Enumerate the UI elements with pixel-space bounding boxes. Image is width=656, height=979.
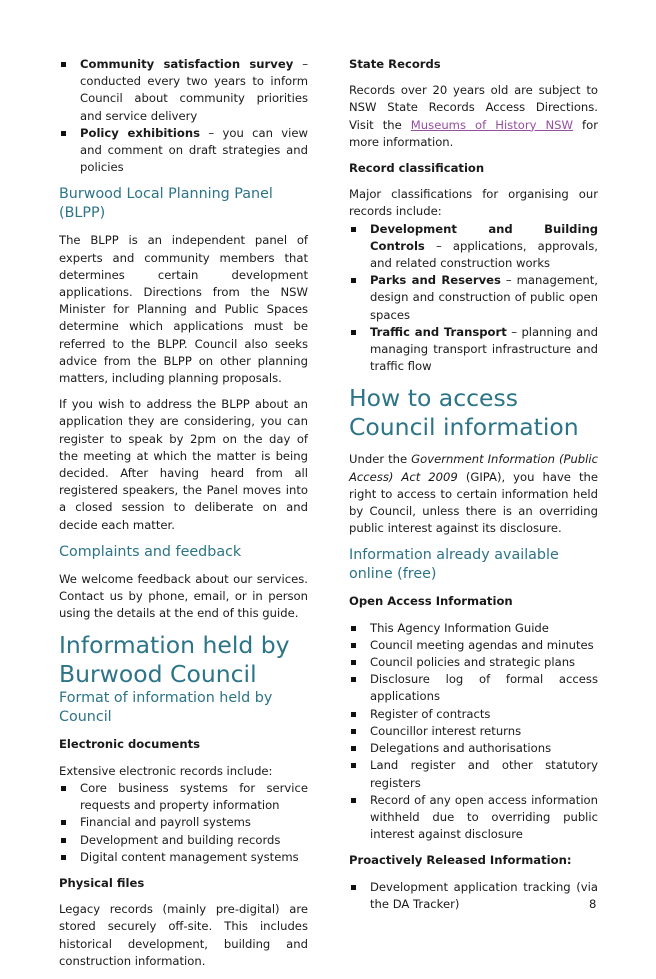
state-records-paragraph: Records over 20 years old are subject to NSW State Records Access Directions. Visit the Museums of History NSW for more information. <box>349 83 598 149</box>
blpp-heading: Burwood Local Planning Panel (BLPP) <box>59 186 273 222</box>
list-item: Development application tracking (via the DA Tracker) <box>349 879 598 913</box>
gipa-act-title: Government Information (Public Access) Act 2009 <box>349 452 598 484</box>
format-heading: Format of information held by Council <box>59 690 273 726</box>
complaints-paragraph: We welcome feedback about our services. Contact us by phone, email, or in person using the details at the end of this guide. <box>59 571 308 621</box>
museums-of-history-link[interactable]: Museums of History NSW <box>410 117 574 132</box>
info-held-heading: Information held by Burwood Council <box>59 631 290 689</box>
online-info-heading: Information already available online (free) <box>349 547 559 583</box>
list-item: Traffic and Transport – planning and managing transport infrastructure and traffic flow <box>349 324 598 376</box>
page-number: 8 <box>589 897 597 911</box>
access-paragraph: Under the Government Information (Public Access) Act 2009 (GIPA), you have the right to access to certain information held by Council, unless there is an overriding public interest against its disclosure. <box>349 452 598 536</box>
list-item: Delegations and authorisations <box>349 740 598 757</box>
state-records-heading: State Records <box>349 57 441 71</box>
list-item: Development and Building Controls – applications, approvals, and related construction works <box>349 221 598 273</box>
open-access-heading: Open Access Information <box>349 594 513 609</box>
blpp-paragraph-2: If you wish to address the BLPP about an application they are considering, you can register to speak by 2pm on the day of the meeting at which the matter is being decided. After having heard from all registered speakers, the Panel moves into a closed session to deliberate on and decide each matter. <box>59 397 308 532</box>
list-item: Disclosure log of formal access applications <box>349 671 598 705</box>
classification-heading: Record classification <box>349 161 485 176</box>
right-column <box>349 56 598 922</box>
list-item: Councillor interest returns <box>349 723 598 740</box>
list-item: Development and building records <box>59 832 308 849</box>
list-item: Financial and payroll systems <box>59 814 308 831</box>
list-item: Parks and Reserves – management, design and construction of public open spaces <box>349 272 598 324</box>
blpp-paragraph-1: The BLPP is an independent panel of experts and community members that determines certain development applications. Directions from the NSW Minister for Planning and Public Spaces determine which applications must be referred to the BLPP. Council also seeks advice from the BLPP on other planning matters, including planning proposals. <box>59 233 308 386</box>
left-column <box>59 56 308 979</box>
proactive-heading: Proactively Released Information: <box>349 853 572 868</box>
open-access-list <box>349 620 598 844</box>
list-item: Community satisfaction survey – conducted every two years to inform Council about community priorities and service delivery <box>59 56 308 125</box>
list-item: Core business systems for service requests and property information <box>59 780 308 814</box>
classification-intro: Major classifications for organising our records include: <box>349 187 598 219</box>
electronic-intro: Extensive electronic records include: <box>59 763 273 778</box>
classification-list <box>349 221 598 376</box>
electronic-heading: Electronic documents <box>59 737 201 752</box>
list-item: Council meeting agendas and minutes <box>349 637 598 654</box>
list-item: Land register and other statutory registers <box>349 757 598 791</box>
list-item: Policy exhibitions – you can view and comment on draft strategies and policies <box>59 125 308 177</box>
list-item: Digital content management systems <box>59 849 308 866</box>
engagement-list <box>59 56 308 176</box>
complaints-heading: Complaints and feedback <box>59 543 242 560</box>
list-item: Council policies and strategic plans <box>349 654 598 671</box>
physical-heading: Physical files <box>59 875 145 890</box>
list-item: Record of any open access information withheld due to overriding public interest against disclosure <box>349 792 598 844</box>
electronic-list <box>59 780 308 866</box>
list-item: This Agency Information Guide <box>349 620 598 637</box>
list-item: Register of contracts <box>349 706 598 723</box>
access-heading: How to access Council information <box>349 384 579 442</box>
physical-paragraph: Legacy records (mainly pre-digital) are stored securely off-site. This includes historical development, building and construction information. <box>59 902 308 968</box>
proactive-list <box>349 879 598 913</box>
